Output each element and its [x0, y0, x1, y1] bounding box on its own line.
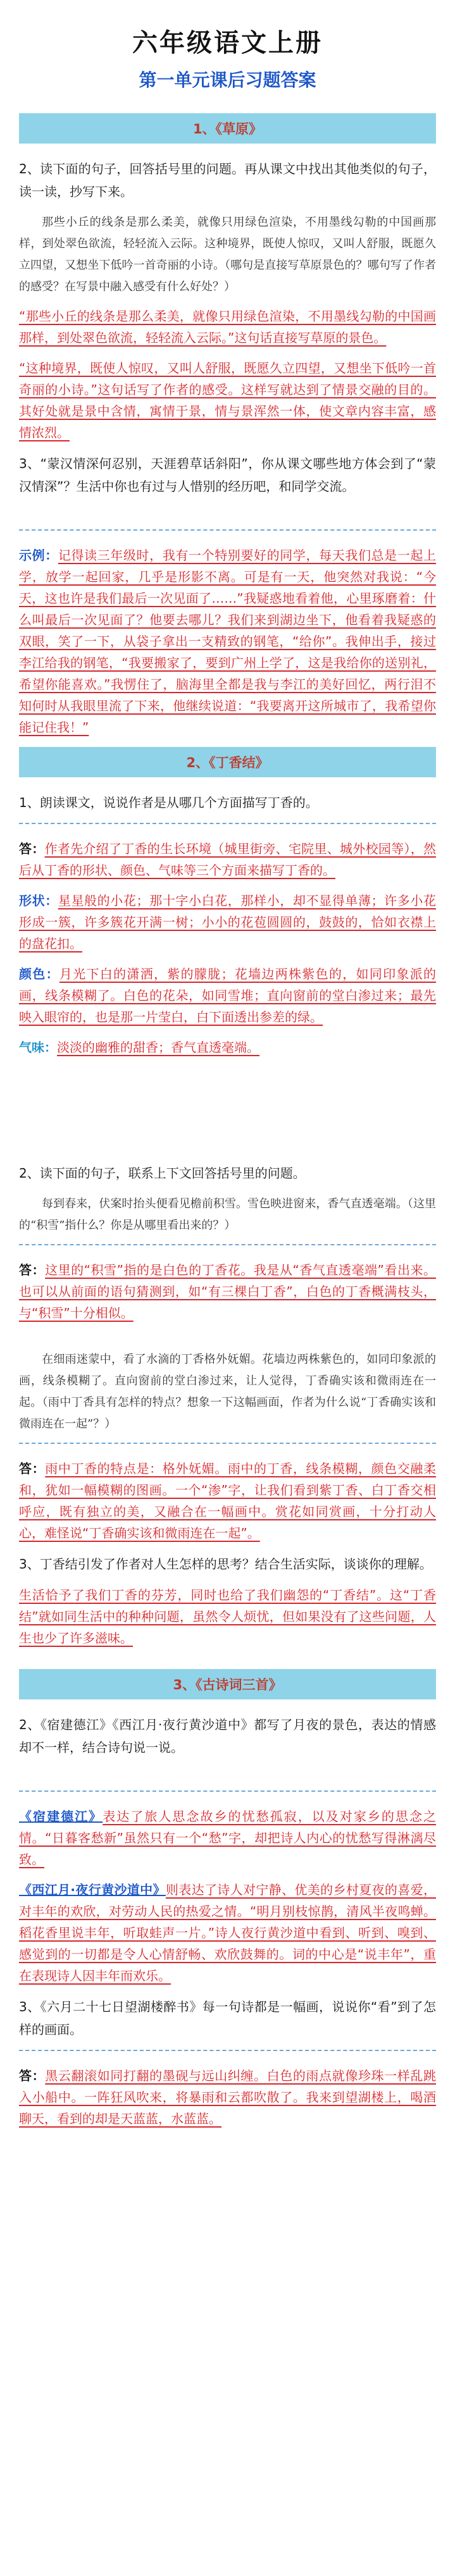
- dashed-divider: [19, 1443, 436, 1444]
- answer-underlined: 黑云翻滚如同打翻的墨砚与远山纠缠。白色的雨点就像珍珠一样乱跳入小船中。一阵狂风吹来，将暴雨和云都吹散了。我来到望湖楼上，喝酒聊天，看到的却是天蓝蓝，水蓝蓝。: [19, 2068, 437, 2126]
- question-1: 1、朗读课文，说说作者是从哪几个方面描写丁香的。: [19, 795, 318, 810]
- quote-passage: 每到春来，伏案时抬头便看见檐前积雪。雪色映进窗来，香气直透毫端。（这里的“积雪”指什么？你是从哪里看出来的？）: [19, 1197, 436, 1232]
- quote-passage: 在细雨迷蒙中，看了水滴的丁香格外妩媚。花墙边两株紫色的，如同印象派的画，线条模糊了。直向窗前的堂白渗过来，让人觉得，丁香确实该和微雨连在一起。（雨中丁香具有怎样的特点？想象一下这幅画面，作者为什么说“丁香确实该和微雨连在一起”？）: [19, 1353, 436, 1431]
- answer-text: [19, 2065, 436, 2129]
- answer-text: [19, 357, 436, 443]
- page-title: 六年级语文上册: [132, 28, 323, 58]
- smell-label: 气味：: [19, 1040, 57, 1055]
- answer-underlined: “那些小丘的线条是那么柔美，就像只用绿色渲染，不用墨线勾勒的中国画那样，到处翠色欲流，轻轻流入云际。”这句话直接写草原的景色。: [19, 309, 436, 345]
- answer-label: 答：: [19, 841, 45, 856]
- answer-text: [19, 305, 436, 348]
- example-answer: [19, 545, 436, 738]
- poem-title: 《宿建德江》: [19, 1809, 103, 1824]
- answer-smell: [19, 1037, 436, 1058]
- answer-label: 答：: [19, 1262, 46, 1278]
- page-subtitle: 第一单元课后习题答案: [139, 70, 316, 90]
- question-3: 3、《六月二十七日望湖楼醉书》每一句诗都是一幅画，说说你“看”到了怎样的画面。: [19, 1999, 436, 2037]
- section-banner-2: 2、《丁香结》: [19, 747, 436, 777]
- answer-underlined: 作者先介绍了丁香的生长环境（城里街旁、宅院里、城外校园等），然后从丁香的形状、颜色、气味等三个方面来描写丁香的。: [19, 841, 436, 878]
- shape-label: 形状：: [19, 893, 58, 908]
- answer-text: [19, 1259, 436, 1324]
- answer-underlined: 生活恰予了我们丁香的芬芳，同时也给了我们幽怨的“丁香结”。这“丁香结”就如同生活中的种种问题，虽然令人烦忧，但如果没有了这些问题，人生也少了许多滋味。: [19, 1587, 436, 1646]
- section-banner-3: 3、《古诗词三首》: [19, 1669, 436, 1699]
- question-3: 3、“蒙汉情深何忍别，天涯碧草话斜阳”，你从课文哪些地方体会到了“蒙汉情深”？生活中你也有过与人惜别的经历吧，和同学交流。: [19, 456, 436, 494]
- answer-label: 答：: [19, 2068, 46, 2083]
- question-3: 3、丁香结引发了作者对人生怎样的思考？结合生活实际，谈谈你的理解。: [19, 1556, 432, 1572]
- answer-underlined: 记得读三年级时，我有一个特别要好的同学，每天我们总是一起上学，放学一起回家，几乎是形影不离。可是有一天，他突然对我说：“今天，这也许是我们最后一次见面了……”我疑惑地看着他，心里琢磨着：什么叫最后一次见面了？他要去哪儿？我们来到湖边坐下，他看着我疑惑的双眼，笑了一下，从袋子拿出一支精致的钢笔，“给你”。我伸出手，接过李江给我的钢笔，“我要搬家了，要到广州上学了，这是我给你的送别礼，希望你能喜欢。”我愣住了，脑海里全都是我与李江的美好回忆，两行泪不知何时从我眼里流了下来，他继续说道：“我要离开这所城市了，我希望你能记住我！”: [19, 548, 437, 735]
- answer-poem-2: [19, 1879, 436, 1987]
- color-label: 颜色：: [19, 966, 59, 982]
- dashed-divider: [19, 2050, 436, 2051]
- question-2: 2、《宿建德江》《西江月·夜行黄沙道中》都写了月夜的景色，表达的情感却不一样，结合诗句说一说。: [19, 1717, 436, 1755]
- answer-text: [19, 1584, 436, 1649]
- answer-underlined: 雨中丁香的特点是：格外妩媚。雨中的丁香，线条模糊，颜色交融柔和，犹如一幅模糊的图画。一个“渗”字，让我们看到紫丁香、白丁香交相呼应，既有独立的美，又融合在一幅画中。赏花如同赏画，十分打动人心，难怪说“丁香确实该和微雨连在一起”。: [19, 1461, 437, 1541]
- answer-poem-1: [19, 1806, 436, 1870]
- section-banner-1: 1、《草原》: [19, 113, 436, 144]
- answer-text: [19, 1458, 436, 1544]
- answer-underlined: 则表达了诗人对宁静、优美的乡村夏夜的喜爱，对丰年的欢欣，对劳动人民的热爱之情。“明月别枝惊鹊，清风半夜鸣蝉。稻花香里说丰年，听取蛙声一片。”诗人夜行黄沙道中看到、听到、嗅到、感觉到的一切都是令人心情舒畅、欢欣鼓舞的。词的中心是“说丰年”，重在表现诗人因丰年而欢乐。: [19, 1882, 436, 1983]
- answer-underlined: 星星般的小花；那十字小白花，那样小，却不显得单薄；许多小花形成一簇，许多簇花开满一树；小小的花苞圆圆的，鼓鼓的，恰如衣襟上的盘花扣。: [19, 893, 437, 951]
- quote-passage: 那些小丘的线条是那么柔美，就像只用绿色渲染，不用墨线勾勒的中国画那样，到处翠色欲流，轻轻流入云际。这种境界，既使人惊叹，又叫人舒服，既愿久立四望，又想坐下低吟一首奇丽的小诗。（哪句是直接写草原景色的？哪句写了作者的感受？在写景中融入感受有什么好处？）: [19, 216, 436, 293]
- dashed-divider: [19, 1244, 436, 1245]
- answer-label: 答：: [19, 1461, 46, 1476]
- question-2: 2、读下面的句子，联系上下文回答括号里的问题。: [19, 1166, 306, 1181]
- poem-title: 《西江月·夜行黄沙道中》: [19, 1882, 166, 1897]
- dashed-divider: [19, 529, 436, 531]
- answer-color: [19, 963, 436, 1028]
- answer-underlined: “这种境界，既使人惊叹，又叫人舒服，既愿久立四望，又想坐下低吟一首奇丽的小诗。”这句话写了作者的感受。这样写就达到了情景交融的目的。其好处就是景中含情，寓情于景，情与景浑然一体，使文章内容丰富，感情浓烈。: [19, 361, 436, 440]
- answer-underlined: 表达了旅人思念故乡的忧愁孤寂，以及对家乡的思念之情。“日暮客愁新”虽然只有一个“愁”字，却把诗人内心的忧愁写得淋漓尽致。: [19, 1809, 437, 1867]
- answer-shape: [19, 890, 436, 954]
- answer-text: [19, 838, 436, 881]
- question-2: 2、读下面的句子，回答括号里的问题。再从课文中找出其他类似的句子，读一读，抄写下来。: [19, 161, 436, 199]
- answer-underlined: 月光下白的潇洒，紫的朦胧；花墙边两株紫色的，如同印象派的画，线条模糊了。白色的花朵，如同雪堆；直向窗前的堂白渗过来；最先映入眼帘的，也是那一片莹白，白下面透出参差的绿。: [19, 966, 437, 1025]
- dashed-divider: [19, 823, 436, 824]
- answer-underlined: 这里的“积雪”指的是白色的丁香花。我是从“香气直透毫端”看出来。也可以从前面的语句猜测到，如“有三棵白丁香”，白色的丁香概满枝头，与“积雪”十分相似。: [19, 1262, 437, 1321]
- dashed-divider: [19, 1790, 436, 1792]
- example-label: 示例：: [19, 548, 58, 563]
- answer-underlined: 淡淡的幽雅的甜香；香气直透毫端。: [57, 1040, 259, 1055]
